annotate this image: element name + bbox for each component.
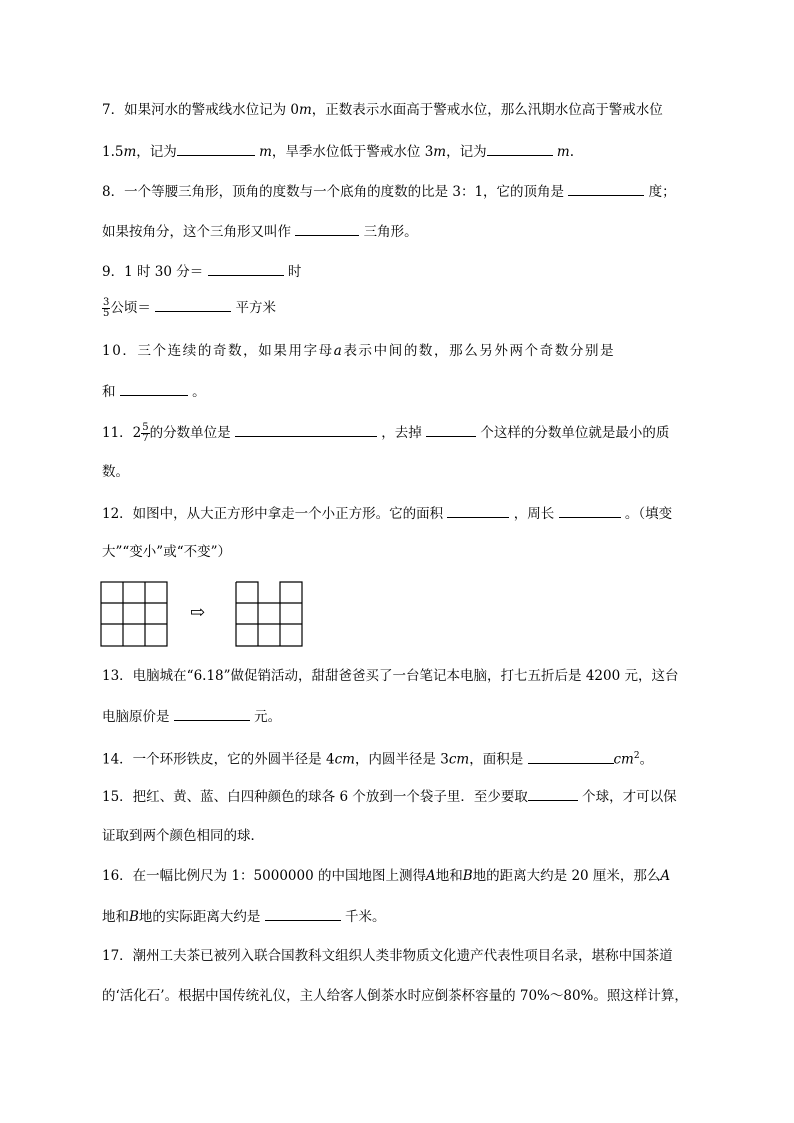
point-a: A: [425, 868, 436, 884]
q10-text: 表示中间的数，那么另外两个奇数分别是: [343, 343, 616, 359]
unit-cm: cm: [448, 751, 470, 768]
q9-text: 9．1 时 30 分＝: [102, 264, 204, 280]
q12-text: 12．如图中，从大正方形中拿走一个小正方形。它的面积: [102, 506, 444, 522]
q12-line2: [102, 542, 231, 562]
superscript: 2: [633, 751, 640, 761]
answer-blank[interactable]: [426, 422, 476, 437]
q8-text: 三角形。: [363, 224, 418, 240]
q7-text: ，记为: [136, 144, 177, 160]
answer-blank[interactable]: [120, 381, 188, 396]
answer-blank[interactable]: [177, 141, 255, 156]
q13-text: 电脑原价是: [102, 709, 170, 725]
q16-text: 16．在一幅比例尺为 1：5000000 的中国地图上测得: [102, 868, 426, 884]
q11-line2: [102, 462, 129, 482]
q9-line2: [102, 297, 276, 319]
q16-text: 地和: [102, 909, 129, 925]
q16-line2: [102, 906, 386, 927]
q8-line2: [102, 221, 418, 242]
q8-line1: [102, 181, 676, 202]
q17-text: 17．潮州工夫茶已被列入联合国教科文组织人类非物质文化遗产代表性项目名录，堪称中国茶道: [102, 948, 673, 964]
square-figure-before: [100, 581, 170, 648]
unit-m: m: [433, 144, 447, 160]
q13-line1: [102, 666, 678, 686]
q7-text: 7．如果河水的警戒线水位记为 0: [102, 102, 299, 118]
q8-text: 如果按角分，这个三角形又叫作: [102, 224, 291, 240]
q13-line2: [102, 706, 281, 727]
q11-text: 11．2: [102, 425, 142, 441]
q12-text: 。（填变: [624, 506, 673, 522]
q15-text: 证取到两个颜色相同的球．: [102, 828, 264, 844]
q7-text: ，旱季水位低于警戒水位 3: [271, 144, 434, 160]
unit-m: m: [123, 144, 137, 160]
q12-text: 大”“变小”或“不变”）: [102, 544, 232, 560]
answer-blank[interactable]: [559, 503, 621, 518]
answer-blank[interactable]: [265, 906, 341, 921]
q11-text: 的分数单位是: [149, 425, 231, 441]
unit-m: m: [556, 144, 570, 160]
q16-text: 地的实际距离大约是: [138, 909, 261, 925]
unit-m: m: [259, 144, 272, 160]
q14-text: ，面积是: [469, 751, 524, 768]
q14-text: 14．一个环形铁皮，它的外圆半径是 4: [102, 751, 335, 768]
q16-text: 地和: [435, 868, 463, 884]
fraction: $\frac{3}{5}$: [103, 297, 110, 319]
q10-line2: [102, 381, 206, 402]
q15-text: 个球，才可以保: [582, 789, 677, 805]
q9-line1: [102, 261, 301, 282]
q7-text: ，正数表示水面高于警戒水位，那么汛期水位高于警戒水位: [311, 102, 663, 118]
q14-line1: [102, 746, 653, 770]
q11-text: 个这样的分数单位就是最小的质: [480, 425, 670, 441]
q11-text: 数。: [102, 464, 129, 480]
q10-text: 和: [102, 384, 116, 400]
unit-cm: cm: [334, 751, 355, 768]
point-b: B: [462, 868, 473, 884]
answer-blank[interactable]: [208, 261, 284, 276]
q17-line2: [102, 986, 688, 1006]
point-a: A: [660, 868, 671, 884]
q14-text: 。: [639, 751, 654, 768]
q15-line1: [102, 786, 677, 807]
answer-blank[interactable]: [155, 297, 231, 312]
q11-line1: [102, 422, 669, 444]
q7-text: ，记为: [446, 144, 487, 160]
q9-text: 时: [287, 264, 302, 280]
q9-text: 平方米: [235, 300, 276, 316]
q14-text: ，内圆半径是 3: [354, 751, 449, 768]
answer-blank[interactable]: [447, 503, 509, 518]
q17-text: 的‘活化石’。根据中国传统礼仪，主人给客人倒茶水时应倒茶杯容量的 70%～80%。照这样计算，: [102, 988, 688, 1004]
q16-line1: [102, 866, 670, 886]
answer-blank[interactable]: [487, 141, 553, 156]
q10-line1: [102, 341, 615, 361]
q16-text: 千米。: [345, 909, 386, 925]
fraction: $\frac{5}{7}$: [142, 422, 149, 444]
q15-line2: [102, 826, 264, 846]
q7-text: 1.5: [102, 144, 124, 160]
q15-text: 15．把红、黄、蓝、白四种颜色的球各 6 个放到一个袋子里．至少要取: [102, 789, 528, 805]
q13-text: 13．电脑城在“6.18”做促销活动，甜甜爸爸买了一台笔记本电脑，打七五折后是 4200 元，这台: [102, 668, 679, 684]
q7-line1: [102, 100, 663, 120]
answer-blank[interactable]: [174, 706, 250, 721]
q11-text: ，去掉: [381, 425, 422, 441]
q8-text: 8．一个等腰三角形，顶角的度数与一个底角的度数的比是 3：1，它的顶角是: [102, 184, 565, 200]
answer-blank[interactable]: [528, 786, 578, 801]
arrow-icon: ⇨: [190, 602, 206, 623]
answer-blank[interactable]: [235, 422, 377, 437]
q16-text: 地的距离大约是 20 厘米，那么: [472, 868, 661, 884]
q12-text: ，周长: [513, 506, 555, 522]
square-figure-after: [235, 581, 305, 648]
q13-text: 元。: [254, 709, 282, 725]
q9-text: 公顷＝: [110, 300, 151, 316]
point-b: B: [129, 909, 139, 925]
q10-text: 10．三个连续的奇数，如果用字母: [102, 343, 334, 359]
answer-blank[interactable]: [295, 221, 359, 236]
q8-text: 度；: [648, 184, 676, 200]
q10-text: 。: [192, 384, 206, 400]
variable-a: a: [333, 343, 344, 359]
answer-blank[interactable]: [568, 181, 644, 196]
q12-line1: [102, 503, 672, 524]
answer-blank[interactable]: [528, 749, 614, 764]
unit-m: m: [298, 102, 312, 118]
q17-line1: [102, 946, 673, 966]
q7-text: .: [569, 144, 575, 160]
unit-cm: cm: [613, 751, 634, 768]
q7-line2: [102, 141, 574, 162]
